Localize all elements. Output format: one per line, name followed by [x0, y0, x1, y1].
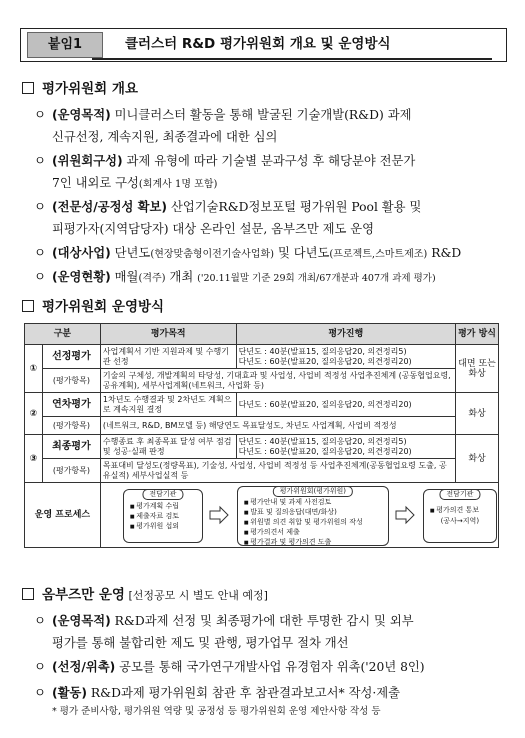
process-row	[25, 483, 499, 548]
circle-bullet-icon: ㅇ	[34, 108, 46, 122]
eval-method: 화상	[456, 393, 499, 435]
col-header: 평가진행	[236, 324, 455, 345]
row-number: ③	[25, 435, 43, 483]
eval-purpose: 사업계획서 기반 지원과제 및 수행기관 선정	[100, 345, 236, 369]
table-row	[25, 369, 499, 393]
title-underline	[92, 58, 492, 60]
eval-items-label: (평가항목)	[42, 369, 100, 393]
col-header: 평가목적	[100, 324, 236, 345]
arrow-right-icon	[395, 505, 415, 525]
table-row	[25, 393, 499, 417]
process-flow	[100, 483, 498, 548]
table-row	[25, 345, 499, 369]
circle-bullet-icon: ㅇ	[34, 270, 46, 284]
eval-method: 화상	[456, 435, 499, 483]
eval-type: 최종평가	[42, 435, 100, 459]
col-header: 구분	[25, 324, 101, 345]
title-bar	[20, 28, 507, 62]
circle-bullet-icon: ㅇ	[34, 686, 46, 700]
eval-items: 목표대비 달성도(정량목표), 기술성, 사업성, 사업비 적정성 등 사업추진체계(공동협업요령 도출, 공유실적) 세부사업실적 등	[100, 459, 455, 483]
square-bullet-icon	[22, 300, 34, 312]
document-title: 클러스터 R&D 평가위원회 개요 및 운영방식	[125, 36, 391, 52]
table-header-row	[25, 324, 499, 345]
circle-bullet-icon: ㅇ	[34, 660, 46, 674]
process-box-notify: 전담기관 ■ 평가의견 통보 (공사→지역)	[423, 489, 497, 543]
eval-progress: 단년도 : 40분(발표15, 질의응답20, 의견정리5) 다년도 : 60분(발표20, 질의응답20, 의견정리20)	[236, 345, 455, 369]
table-row	[25, 459, 499, 483]
process-box-agency: 전담기관 ■ 평가계획 수립 ■ 제출자료 검토 ■ 평가위원 섭외	[123, 489, 203, 543]
eval-type: 선정평가	[42, 345, 100, 369]
square-bullet-icon	[22, 82, 34, 94]
arrow-right-icon	[209, 505, 229, 525]
process-label: 운영 프로세스	[25, 483, 101, 548]
eval-items: 기술의 구체성, 개발계획의 타당성, 기대효과 및 사업성, 사업비 적정성 사업추진체계 (공동협업요령, 공유계획), 세부사업계획(네트워크, 사업화 등)	[100, 369, 455, 393]
circle-bullet-icon: ㅇ	[34, 154, 46, 168]
row-number: ①	[25, 345, 43, 393]
eval-purpose: 수행종료 후 최종목표 달성 여부 점검 및 성공·실패 판정	[100, 435, 236, 459]
col-header: 평가 방식	[456, 324, 499, 345]
eval-progress: 단년도 : 40분(발표15, 질의응답20, 의견정리5) 다년도 : 60분(발표20, 질의응답20, 의견정리20)	[236, 435, 455, 459]
eval-progress: 다년도 : 60분(발표20, 질의응답20, 의견정리20)	[236, 393, 455, 417]
circle-bullet-icon: ㅇ	[34, 200, 46, 214]
circle-bullet-icon: ㅇ	[34, 246, 46, 260]
section-header-operation: 평가위원회 운영방식	[22, 298, 164, 316]
section-header-ombudsman: 옴부즈만 운영 [선정공모 시 별도 안내 예정]	[22, 586, 268, 605]
table-row	[25, 417, 499, 435]
row-number: ②	[25, 393, 43, 435]
eval-type: 연차평가	[42, 393, 100, 417]
eval-items-label: (평가항목)	[42, 459, 100, 483]
attachment-tag: 붙임1	[27, 32, 103, 58]
table-row	[25, 435, 499, 459]
eval-purpose: 1차년도 수행결과 및 2차년도 계획으로 계속지원 결정	[100, 393, 236, 417]
eval-items: (네트워크, R&D, BM모델 등) 해당연도 목표달성도, 차년도 사업계획, 사업비 적정성	[100, 417, 455, 435]
eval-method: 대면 또는 화상	[456, 345, 499, 393]
eval-items-label: (평가항목)	[42, 417, 100, 435]
circle-bullet-icon: ㅇ	[34, 614, 46, 628]
footnote: * 평가 준비사항, 평가위원 역량 및 공정성 등 평가위원회 운영 제안사항 작성 등	[52, 706, 381, 717]
section-header-overview: 평가위원회 개요	[22, 80, 138, 98]
process-box-committee: 평가위원회(평가위원) ■ 평가안내 및 과제 사전검토 ■ 발표 및 질의응답(대면/화상) ■ 위원별 의견 취합 및 평가위원의 작성 ■ 평가의견서 제출 ■ 평가결과 및 평가의견 도출	[237, 486, 389, 546]
evaluation-table	[24, 323, 499, 548]
square-bullet-icon	[22, 588, 34, 600]
document-page: 붙임1 클러스터 R&D 평가위원회 개요 및 운영방식 평가위원회 개요 ㅇ (운영목적) 미니클러스터 활동을 통해 발굴된 기술개발(R&D) 과제 신규선정, 계속지원, 최종결과에 대한 심의 ㅇ (위원회구성) 과제 유형에 따라 기술별 분과구성 후 해당분야 전문가 7인 내외로 구성(회계사 1명 포함) ㅇ (전문성/공정성 확보) 산업기술R&D정보포털 평가위원 Pool 활용 및 피평가자(지역담당자) 대상 온라인 설문, 옴부즈만 제도 운영 ㅇ (대상사업) 단년도(현장맞춤형이전기술사업화) 및 다년도(프로젝트,스마트제조) R&D ㅇ (운영현황) 매월(격주) 개최 ('20.11월말 기준 29회 개최/67개분과 407개 과제 평가) 평가위원회 운영방식 구분 평가목적 평가진행 평가 방식 ① 선정평가 사업계획서 기반 지원과제 및 수행기관 선정 단년도 : 40분(발표15, 질의응답20, 의견정리5) 다년도 : 60분(발표20, 질의응답20, 의견정리20) 대면 또는 화상 (평가항목) 기술의 구체성, 개발계획의 타당성, 기대효과 및 사업성, 사업비 적정성 사업추진체계 (공동협업요령, 공유계획), 세부사업계획(네트워크, 사업화 등) ② 연차평가 1차년도 수행결과 및 2차년도 계획으로 계속지원 결정 다년도 : 60분(발표20, 질의응답20, 의견정리20) 화상 (평가항목) (네트워크, R&D, BM모델 등) 해당연도 목표달성도, 차년도 사업계획, 사업비 적정성 ③ 최종평가 수행종료 후 최종목표 달성 여부 점검 및 성공·실패 판정 단년도 : 40분(발표15, 질의응답20, 의견정리5) 다년도 : 60분(발표20, 질의응답20, 의견정리20) 화상 (평가항목) 목표대비 달성도(정량목표), 기술성, 사업성, 사업비 적정성 등 사업추진체계(공동협업요령 도출, 공유실적) 세부사업실적 등 운영 프로세스 전담기관 ■ 평가계획 수립 ■ 제출자료 검토 ■ 평가위원 섭외 평가위원회(평가위원) ■ 평가안내 및 과제 사전검토 ■ 발표 및 질의응답(대면/화상) ■ 위원별 의견 취합 및 평가위원의 작성 ■ 평가의견서 제출 ■ 평가결과 및 평가의견 도출 전담기관 ■ 평가의견 통보 (공사→지역) 옴부즈만 운영 [선정공모 시 별도 안내 예정] ㅇ (운영목적) R&D과제 선정 및 최종평가에 대한 투명한 감시 및 외부 평가를 통해 불합리한 제도 및 관행, 평가업무 절차 개선 ㅇ (선정/위촉) 공모를 통해 국가연구개발사업 유경험자 위촉('20년 8인) ㅇ (활동) R&D과제 평가위원회 참관 후 참관결과보고서* 작성·제출 * 평가 준비사항, 평가위원 역량 및 공정성 등 평가위원회 운영 제안사항 작성 등	[0, 0, 525, 738]
